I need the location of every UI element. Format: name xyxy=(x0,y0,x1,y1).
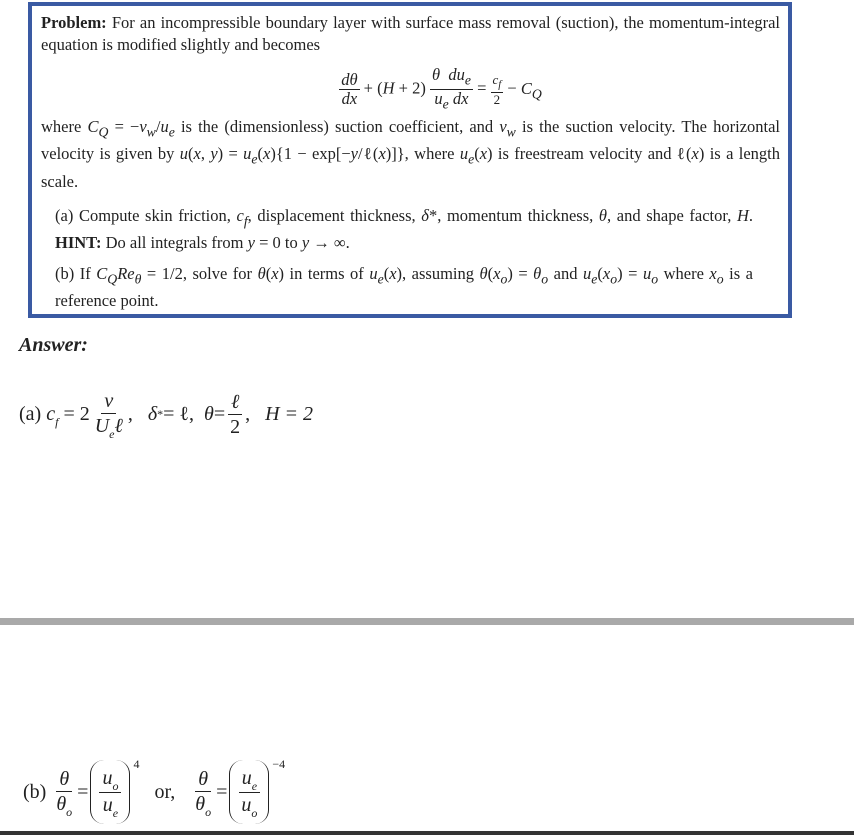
exponent-negative: −4 xyxy=(272,756,286,771)
answer-a-prefix: (a) xyxy=(19,402,42,425)
answer-b-prefix: (b) xyxy=(23,780,47,803)
answer-b: (b) $\frac{\theta}{\theta_o}$ = $\frac{u_o}{u_e}$ 4 or, $\frac{\theta}{\theta_o}$ = $\frac{u_e}{u_o}$ −4 xyxy=(23,752,285,832)
where-text: where $C_Q = -v_w/u_e$ is the (dimensionless) suction coefficient, and $v_w$ is the suction velocity. The horizontal velocity is given by u(x, $y) = u_e(x)\{1$ − exp[−y/ℓ(x)]}, where $u_e(x)$ is freestream velocity and ℓ(x) is a length scale. xyxy=(41,117,781,191)
bottom-rule xyxy=(0,831,854,835)
exponent-positive: 4 xyxy=(133,756,140,771)
part-b: (b) If $C_QRe_\theta = 1/2$, solve for θ(x) in terms of $u_e(x)$, assuming $\theta(x_o) = \theta_o$ and $u_e(x_o) = u_o$ where $x_o$ is a reference point. xyxy=(55,264,753,311)
section-divider xyxy=(0,618,854,625)
or-text: or, xyxy=(154,780,176,803)
problem-label: Problem: xyxy=(41,13,107,32)
problem-intro xyxy=(41,12,780,56)
answer-label: Answer: xyxy=(19,334,88,356)
momentum-integral-equation: $\frac{d\theta}{dx}$ + (H + 2) $\frac{\theta du_e}{u_e dx}$ = $\frac{c_f}{2}$ − $C_Q$ xyxy=(341,65,542,112)
answer-a: (a) $c_f$ = 2 $\frac{\nu}{U_e\ell}$ , δ * = ℓ, θ = $\frac{\text{ℓ}}{2}$ , H = 2 xyxy=(19,389,314,441)
hint-label: HINT: xyxy=(55,233,102,253)
answer-H: H = 2 xyxy=(265,402,314,425)
problem-intro-text: For an incompressible boundary layer with surface mass removal (suction), the momentum-integral equation is modified slightly and becomes xyxy=(41,13,780,54)
part-a: (a) Compute skin friction, $c_f$, displacement thickness, δ*, momentum thickness, θ, and shape factor, H. HINT: Do all integrals from y = 0 to y → ∞. xyxy=(55,206,753,253)
